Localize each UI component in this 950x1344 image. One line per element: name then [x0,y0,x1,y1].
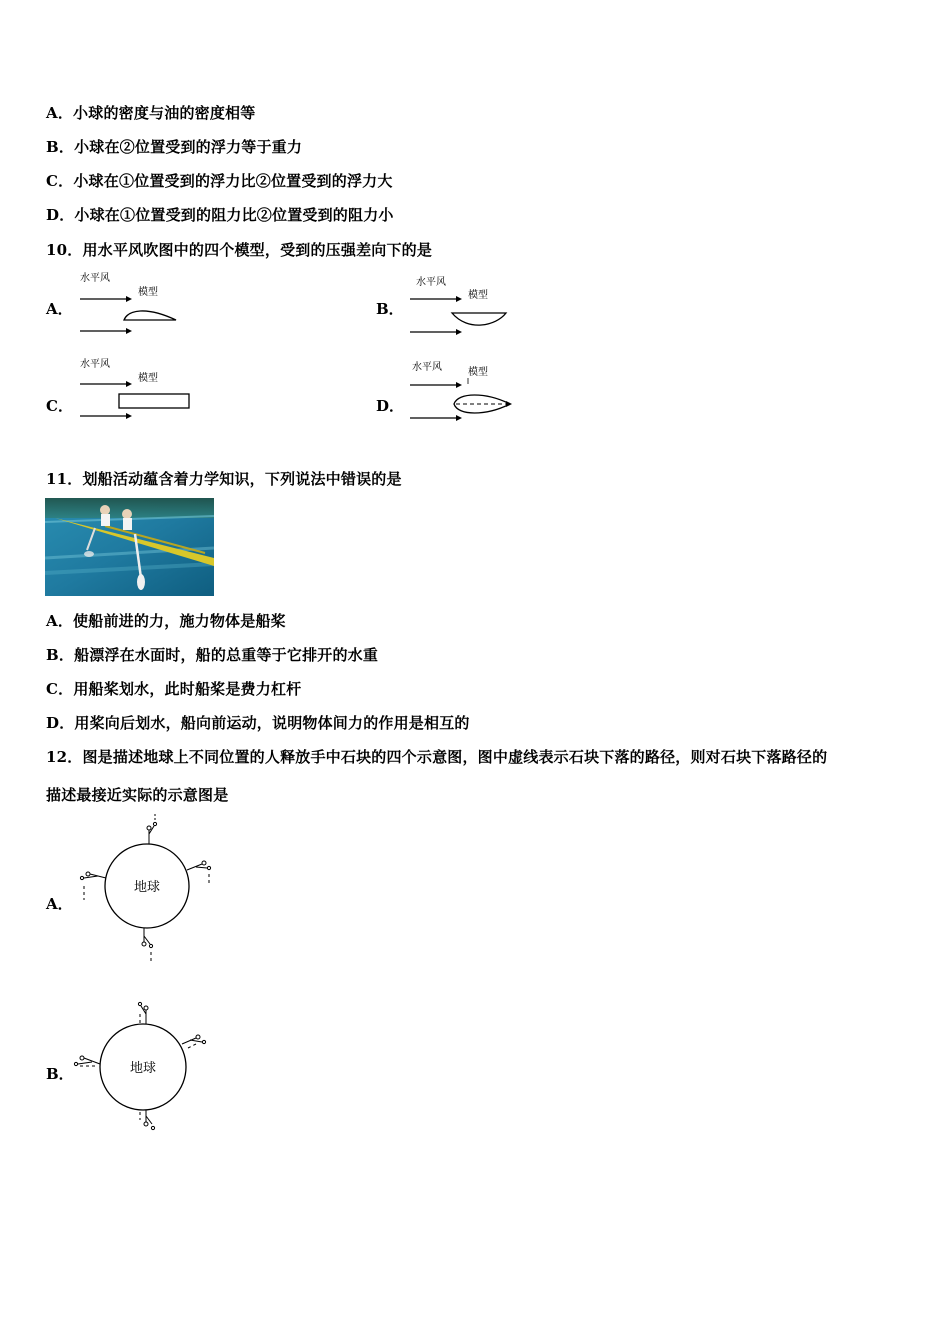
q10-figure-a [76,268,196,338]
q10-figure-c [76,352,196,424]
q10-stem: 10．用水平风吹图中的四个模型，受到的压强差向下的是 [46,241,433,259]
svg-text:地球: 地球 [129,1061,157,1076]
q11-option-a: A．使船前进的力，施力物体是船桨 [46,612,286,630]
q12-stem-line1: 12．图是描述地球上不同位置的人释放手中石块的四个示意图，图中虚线表示石块下落的路径，则对石块下落路径的 [46,748,828,766]
earth-label: 地球 [133,880,161,895]
model-label: 模型 [138,287,158,298]
q11-option-b: B．船漂浮在水面时，船的总重等于它排开的水重 [46,646,379,664]
q10-option-a-letter: A． [46,300,73,318]
q9-option-c: C．小球在①位置受到的浮力比②位置受到的浮力大 [46,172,393,190]
airfoil-model [124,311,176,320]
q10-figure-d [406,354,526,426]
q10-option-c-letter: C． [46,397,73,415]
svg-text:水平风: 水平风 [412,362,442,373]
q9-option-d: D．小球在①位置受到的阻力比②位置受到的阻力小 [46,206,394,224]
q12-option-b-letter: B． [46,1065,74,1083]
q11-option-d: D．用桨向后划水，船向前运动，说明物体间力的作用是相互的 [46,714,470,732]
q12-figure-a [70,812,220,964]
q12-figure-b [66,994,216,1134]
q9-option-a: A．小球的密度与油的密度相等 [46,104,256,122]
svg-text:模型: 模型 [468,290,488,301]
svg-text:模型: 模型 [138,373,158,384]
q9-option-b: B．小球在②位置受到的浮力等于重力 [46,138,303,156]
rowing-photo [45,498,214,596]
q11-stem: 11．划船活动蕴含着力学知识，下列说法中错误的是 [46,470,402,488]
q10-option-b-letter: B． [376,300,404,318]
wind-label: 水平风 [80,273,110,284]
q12-option-a-letter: A． [46,895,73,913]
q12-stem-line2: 描述最接近实际的示意图是 [46,786,229,804]
q10-figure-b [406,270,526,340]
svg-text:水平风: 水平风 [416,277,446,288]
inverted-airfoil-model [452,313,506,325]
flat-plate-model [119,394,189,408]
svg-text:模型: 模型 [468,367,488,378]
q10-option-d-letter: D． [376,397,405,415]
svg-text:水平风: 水平风 [80,359,110,370]
q11-option-c: C．用船桨划水，此时船桨是费力杠杆 [46,680,302,698]
